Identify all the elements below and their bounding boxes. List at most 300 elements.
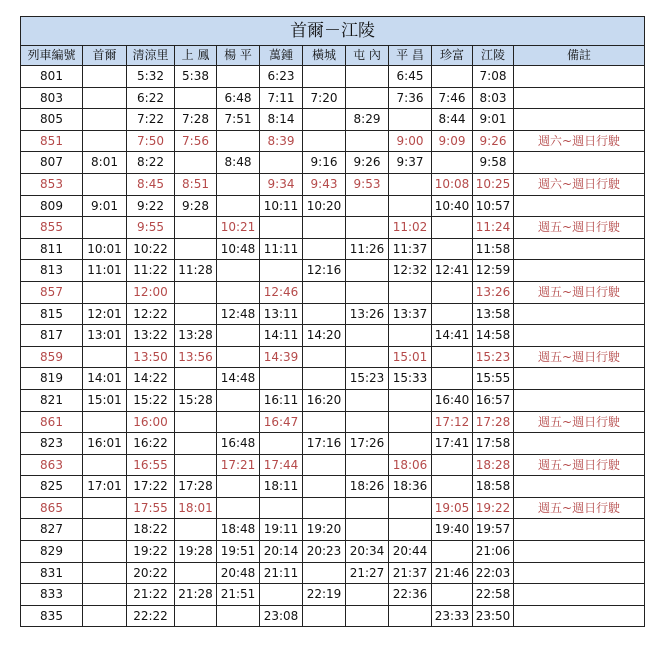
- time-cell: [217, 411, 260, 433]
- time-cell: 15:22: [127, 389, 175, 411]
- time-cell: 18:11: [260, 476, 303, 498]
- time-cell: 20:22: [127, 562, 175, 584]
- time-cell: [346, 195, 389, 217]
- time-cell: 6:23: [260, 66, 303, 88]
- time-cell: [217, 130, 260, 152]
- time-cell: 9:43: [303, 173, 346, 195]
- table-row: [21, 454, 645, 476]
- table-row: [21, 476, 645, 498]
- column-header: 楊 平: [217, 46, 260, 66]
- column-header: 清涼里: [127, 46, 175, 66]
- time-cell: 19:11: [260, 519, 303, 541]
- column-header: 橫城: [303, 46, 346, 66]
- time-cell: [389, 433, 432, 455]
- time-cell: 12:22: [127, 303, 175, 325]
- time-cell: 7:46: [432, 87, 473, 109]
- table-row: [21, 497, 645, 519]
- time-cell: 10:57: [473, 195, 514, 217]
- time-cell: 17:12: [432, 411, 473, 433]
- time-cell: [303, 454, 346, 476]
- time-cell: 15:33: [389, 368, 432, 390]
- train-number-cell: 823: [21, 433, 83, 455]
- note-cell: [514, 389, 645, 411]
- time-cell: 20:23: [303, 541, 346, 563]
- time-cell: [432, 281, 473, 303]
- time-cell: 9:16: [303, 152, 346, 174]
- time-cell: [432, 303, 473, 325]
- timetable-body: [21, 66, 645, 627]
- time-cell: [346, 260, 389, 282]
- time-cell: [217, 66, 260, 88]
- time-cell: 20:48: [217, 562, 260, 584]
- time-cell: [83, 497, 127, 519]
- time-cell: 9:53: [346, 173, 389, 195]
- table-title: 首爾－江陵: [21, 17, 645, 46]
- time-cell: [175, 562, 217, 584]
- train-number-cell: 821: [21, 389, 83, 411]
- time-cell: 9:58: [473, 152, 514, 174]
- time-cell: 10:25: [473, 173, 514, 195]
- time-cell: 17:26: [346, 433, 389, 455]
- time-cell: 17:01: [83, 476, 127, 498]
- time-cell: 18:36: [389, 476, 432, 498]
- time-cell: 8:29: [346, 109, 389, 131]
- table-row: [21, 519, 645, 541]
- column-header: 備註: [514, 46, 645, 66]
- time-cell: [83, 584, 127, 606]
- time-cell: 17:16: [303, 433, 346, 455]
- train-number-cell: 863: [21, 454, 83, 476]
- time-cell: 11:24: [473, 217, 514, 239]
- time-cell: [432, 346, 473, 368]
- time-cell: [83, 281, 127, 303]
- time-cell: 14:39: [260, 346, 303, 368]
- time-cell: [346, 519, 389, 541]
- train-number-cell: 819: [21, 368, 83, 390]
- time-cell: 13:26: [346, 303, 389, 325]
- time-cell: [432, 238, 473, 260]
- note-cell: 週五~週日行駛: [514, 281, 645, 303]
- time-cell: 8:48: [217, 152, 260, 174]
- time-cell: 16:48: [217, 433, 260, 455]
- time-cell: [83, 411, 127, 433]
- train-number-cell: 807: [21, 152, 83, 174]
- time-cell: [175, 238, 217, 260]
- time-cell: [83, 605, 127, 627]
- time-cell: [389, 389, 432, 411]
- time-cell: [303, 217, 346, 239]
- time-cell: [175, 605, 217, 627]
- table-row: [21, 368, 645, 390]
- train-number-cell: 813: [21, 260, 83, 282]
- time-cell: 22:58: [473, 584, 514, 606]
- time-cell: 21:22: [127, 584, 175, 606]
- note-cell: [514, 152, 645, 174]
- time-cell: [432, 152, 473, 174]
- time-cell: 11:58: [473, 238, 514, 260]
- time-cell: [260, 497, 303, 519]
- time-cell: 9:34: [260, 173, 303, 195]
- time-cell: [346, 389, 389, 411]
- note-cell: [514, 368, 645, 390]
- time-cell: 22:19: [303, 584, 346, 606]
- table-row: [21, 152, 645, 174]
- time-cell: [432, 217, 473, 239]
- time-cell: [346, 217, 389, 239]
- note-cell: [514, 325, 645, 347]
- time-cell: [346, 87, 389, 109]
- time-cell: [217, 195, 260, 217]
- table-row: [21, 433, 645, 455]
- time-cell: 13:26: [473, 281, 514, 303]
- time-cell: [346, 281, 389, 303]
- time-cell: 23:08: [260, 605, 303, 627]
- column-header: 江陵: [473, 46, 514, 66]
- time-cell: 9:09: [432, 130, 473, 152]
- table-row: [21, 389, 645, 411]
- note-cell: [514, 109, 645, 131]
- time-cell: 5:32: [127, 66, 175, 88]
- time-cell: 15:01: [389, 346, 432, 368]
- time-cell: 20:44: [389, 541, 432, 563]
- time-cell: 7:56: [175, 130, 217, 152]
- time-cell: [303, 109, 346, 131]
- time-cell: [175, 87, 217, 109]
- time-cell: 8:14: [260, 109, 303, 131]
- time-cell: 21:37: [389, 562, 432, 584]
- time-cell: 9:55: [127, 217, 175, 239]
- note-cell: 週五~週日行駛: [514, 217, 645, 239]
- time-cell: 16:11: [260, 389, 303, 411]
- time-cell: [432, 454, 473, 476]
- time-cell: 20:14: [260, 541, 303, 563]
- note-cell: 週六~週日行駛: [514, 173, 645, 195]
- time-cell: [175, 433, 217, 455]
- train-number-cell: 801: [21, 66, 83, 88]
- train-number-cell: 825: [21, 476, 83, 498]
- time-cell: 16:01: [83, 433, 127, 455]
- time-cell: [175, 368, 217, 390]
- time-cell: [83, 454, 127, 476]
- note-cell: [514, 260, 645, 282]
- note-cell: [514, 476, 645, 498]
- note-cell: 週五~週日行駛: [514, 346, 645, 368]
- train-number-cell: 859: [21, 346, 83, 368]
- time-cell: 11:37: [389, 238, 432, 260]
- table-row: [21, 217, 645, 239]
- time-cell: 8:22: [127, 152, 175, 174]
- time-cell: [346, 605, 389, 627]
- time-cell: 11:02: [389, 217, 432, 239]
- time-cell: 10:40: [432, 195, 473, 217]
- time-cell: 16:20: [303, 389, 346, 411]
- time-cell: 13:56: [175, 346, 217, 368]
- time-cell: [432, 541, 473, 563]
- note-cell: 週五~週日行駛: [514, 497, 645, 519]
- time-cell: [346, 454, 389, 476]
- train-number-cell: 805: [21, 109, 83, 131]
- time-cell: 7:08: [473, 66, 514, 88]
- train-number-cell: 815: [21, 303, 83, 325]
- time-cell: 12:59: [473, 260, 514, 282]
- time-cell: [346, 497, 389, 519]
- table-row: [21, 541, 645, 563]
- time-cell: 12:01: [83, 303, 127, 325]
- train-number-cell: 855: [21, 217, 83, 239]
- time-cell: [389, 519, 432, 541]
- time-cell: [303, 346, 346, 368]
- time-cell: 11:26: [346, 238, 389, 260]
- time-cell: [303, 562, 346, 584]
- time-cell: [432, 66, 473, 88]
- note-cell: [514, 519, 645, 541]
- time-cell: 12:48: [217, 303, 260, 325]
- time-cell: [389, 195, 432, 217]
- time-cell: [83, 346, 127, 368]
- time-cell: 8:45: [127, 173, 175, 195]
- time-cell: 6:45: [389, 66, 432, 88]
- time-cell: 7:50: [127, 130, 175, 152]
- note-cell: 週五~週日行駛: [514, 454, 645, 476]
- time-cell: 11:11: [260, 238, 303, 260]
- time-cell: [346, 66, 389, 88]
- note-cell: [514, 87, 645, 109]
- time-cell: 9:26: [473, 130, 514, 152]
- time-cell: [432, 476, 473, 498]
- time-cell: 8:39: [260, 130, 303, 152]
- time-cell: 13:58: [473, 303, 514, 325]
- time-cell: [303, 66, 346, 88]
- time-cell: 21:06: [473, 541, 514, 563]
- train-number-cell: 817: [21, 325, 83, 347]
- train-number-cell: 811: [21, 238, 83, 260]
- note-cell: [514, 605, 645, 627]
- note-cell: [514, 303, 645, 325]
- time-cell: [346, 130, 389, 152]
- time-cell: 10:22: [127, 238, 175, 260]
- time-cell: 21:11: [260, 562, 303, 584]
- time-cell: [175, 152, 217, 174]
- time-cell: 16:40: [432, 389, 473, 411]
- time-cell: 17:55: [127, 497, 175, 519]
- time-cell: 16:47: [260, 411, 303, 433]
- time-cell: 15:23: [346, 368, 389, 390]
- time-cell: 9:26: [346, 152, 389, 174]
- time-cell: 16:00: [127, 411, 175, 433]
- time-cell: 14:01: [83, 368, 127, 390]
- time-cell: [303, 130, 346, 152]
- time-cell: [175, 411, 217, 433]
- table-row: [21, 325, 645, 347]
- time-cell: 6:22: [127, 87, 175, 109]
- note-cell: [514, 238, 645, 260]
- time-cell: 13:50: [127, 346, 175, 368]
- column-header: 平 昌: [389, 46, 432, 66]
- time-cell: [260, 433, 303, 455]
- time-cell: 11:01: [83, 260, 127, 282]
- time-cell: [389, 109, 432, 131]
- time-cell: 18:06: [389, 454, 432, 476]
- time-cell: 23:50: [473, 605, 514, 627]
- table-row: [21, 411, 645, 433]
- time-cell: 21:27: [346, 562, 389, 584]
- time-cell: 7:22: [127, 109, 175, 131]
- train-number-cell: 853: [21, 173, 83, 195]
- table-row: [21, 130, 645, 152]
- table-row: [21, 584, 645, 606]
- time-cell: 16:22: [127, 433, 175, 455]
- time-cell: 5:38: [175, 66, 217, 88]
- time-cell: [83, 66, 127, 88]
- time-cell: 6:48: [217, 87, 260, 109]
- time-cell: 19:28: [175, 541, 217, 563]
- time-cell: [303, 281, 346, 303]
- train-number-cell: 833: [21, 584, 83, 606]
- time-cell: [217, 497, 260, 519]
- time-cell: [83, 109, 127, 131]
- time-cell: [389, 411, 432, 433]
- time-cell: [217, 346, 260, 368]
- column-header: 珍富: [432, 46, 473, 66]
- note-cell: [514, 541, 645, 563]
- time-cell: [217, 389, 260, 411]
- time-cell: 19:20: [303, 519, 346, 541]
- time-cell: [303, 605, 346, 627]
- time-cell: [260, 584, 303, 606]
- time-cell: [217, 605, 260, 627]
- time-cell: 13:11: [260, 303, 303, 325]
- time-cell: 22:36: [389, 584, 432, 606]
- time-cell: [83, 217, 127, 239]
- time-cell: 19:57: [473, 519, 514, 541]
- time-cell: [432, 584, 473, 606]
- time-cell: [346, 325, 389, 347]
- time-cell: [389, 325, 432, 347]
- time-cell: [217, 476, 260, 498]
- time-cell: 18:01: [175, 497, 217, 519]
- time-cell: 16:55: [127, 454, 175, 476]
- column-header: 上 鳳: [175, 46, 217, 66]
- column-header: 萬鍾: [260, 46, 303, 66]
- time-cell: 19:22: [127, 541, 175, 563]
- train-number-cell: 835: [21, 605, 83, 627]
- time-cell: 9:28: [175, 195, 217, 217]
- time-cell: [303, 368, 346, 390]
- time-cell: [217, 325, 260, 347]
- time-cell: 12:46: [260, 281, 303, 303]
- time-cell: 15:01: [83, 389, 127, 411]
- time-cell: 17:41: [432, 433, 473, 455]
- time-cell: 10:48: [217, 238, 260, 260]
- time-cell: [217, 260, 260, 282]
- train-number-cell: 857: [21, 281, 83, 303]
- time-cell: 23:33: [432, 605, 473, 627]
- time-cell: 14:48: [217, 368, 260, 390]
- table-row: [21, 109, 645, 131]
- note-cell: 週六~週日行駛: [514, 130, 645, 152]
- timetable-container: [20, 16, 634, 627]
- time-cell: 17:28: [473, 411, 514, 433]
- time-cell: [83, 130, 127, 152]
- time-cell: 17:44: [260, 454, 303, 476]
- time-cell: 11:28: [175, 260, 217, 282]
- time-cell: 17:22: [127, 476, 175, 498]
- time-cell: [389, 497, 432, 519]
- time-cell: 12:32: [389, 260, 432, 282]
- time-cell: 19:05: [432, 497, 473, 519]
- time-cell: 14:11: [260, 325, 303, 347]
- time-cell: 19:40: [432, 519, 473, 541]
- time-cell: 14:58: [473, 325, 514, 347]
- table-row: [21, 562, 645, 584]
- column-header: 列車編號: [21, 46, 83, 66]
- time-cell: [83, 173, 127, 195]
- train-number-cell: 861: [21, 411, 83, 433]
- time-cell: [346, 346, 389, 368]
- time-cell: 19:51: [217, 541, 260, 563]
- time-cell: [83, 87, 127, 109]
- time-cell: 21:46: [432, 562, 473, 584]
- time-cell: [303, 476, 346, 498]
- time-cell: 18:26: [346, 476, 389, 498]
- time-cell: 18:28: [473, 454, 514, 476]
- time-cell: 10:21: [217, 217, 260, 239]
- time-cell: 13:28: [175, 325, 217, 347]
- time-cell: 16:57: [473, 389, 514, 411]
- time-cell: 14:41: [432, 325, 473, 347]
- time-cell: 7:28: [175, 109, 217, 131]
- table-row: [21, 605, 645, 627]
- time-cell: 18:22: [127, 519, 175, 541]
- table-row: [21, 346, 645, 368]
- note-cell: [514, 66, 645, 88]
- time-cell: 10:11: [260, 195, 303, 217]
- time-cell: 10:01: [83, 238, 127, 260]
- time-cell: 8:01: [83, 152, 127, 174]
- train-number-cell: 831: [21, 562, 83, 584]
- time-cell: [303, 238, 346, 260]
- column-header: 屯 內: [346, 46, 389, 66]
- time-cell: 9:00: [389, 130, 432, 152]
- time-cell: 14:20: [303, 325, 346, 347]
- column-header-row: [21, 46, 645, 66]
- time-cell: [260, 152, 303, 174]
- note-cell: [514, 562, 645, 584]
- time-cell: 7:20: [303, 87, 346, 109]
- time-cell: [346, 411, 389, 433]
- train-number-cell: 803: [21, 87, 83, 109]
- time-cell: 8:51: [175, 173, 217, 195]
- train-number-cell: 829: [21, 541, 83, 563]
- time-cell: [175, 281, 217, 303]
- note-cell: [514, 433, 645, 455]
- time-cell: 9:01: [473, 109, 514, 131]
- time-cell: 8:44: [432, 109, 473, 131]
- time-cell: 17:28: [175, 476, 217, 498]
- table-row: [21, 303, 645, 325]
- time-cell: 9:22: [127, 195, 175, 217]
- time-cell: 10:20: [303, 195, 346, 217]
- time-cell: 7:36: [389, 87, 432, 109]
- time-cell: 7:51: [217, 109, 260, 131]
- time-cell: 17:21: [217, 454, 260, 476]
- time-cell: 12:16: [303, 260, 346, 282]
- table-row: [21, 238, 645, 260]
- time-cell: [175, 217, 217, 239]
- time-cell: [303, 303, 346, 325]
- time-cell: 22:22: [127, 605, 175, 627]
- time-cell: 15:55: [473, 368, 514, 390]
